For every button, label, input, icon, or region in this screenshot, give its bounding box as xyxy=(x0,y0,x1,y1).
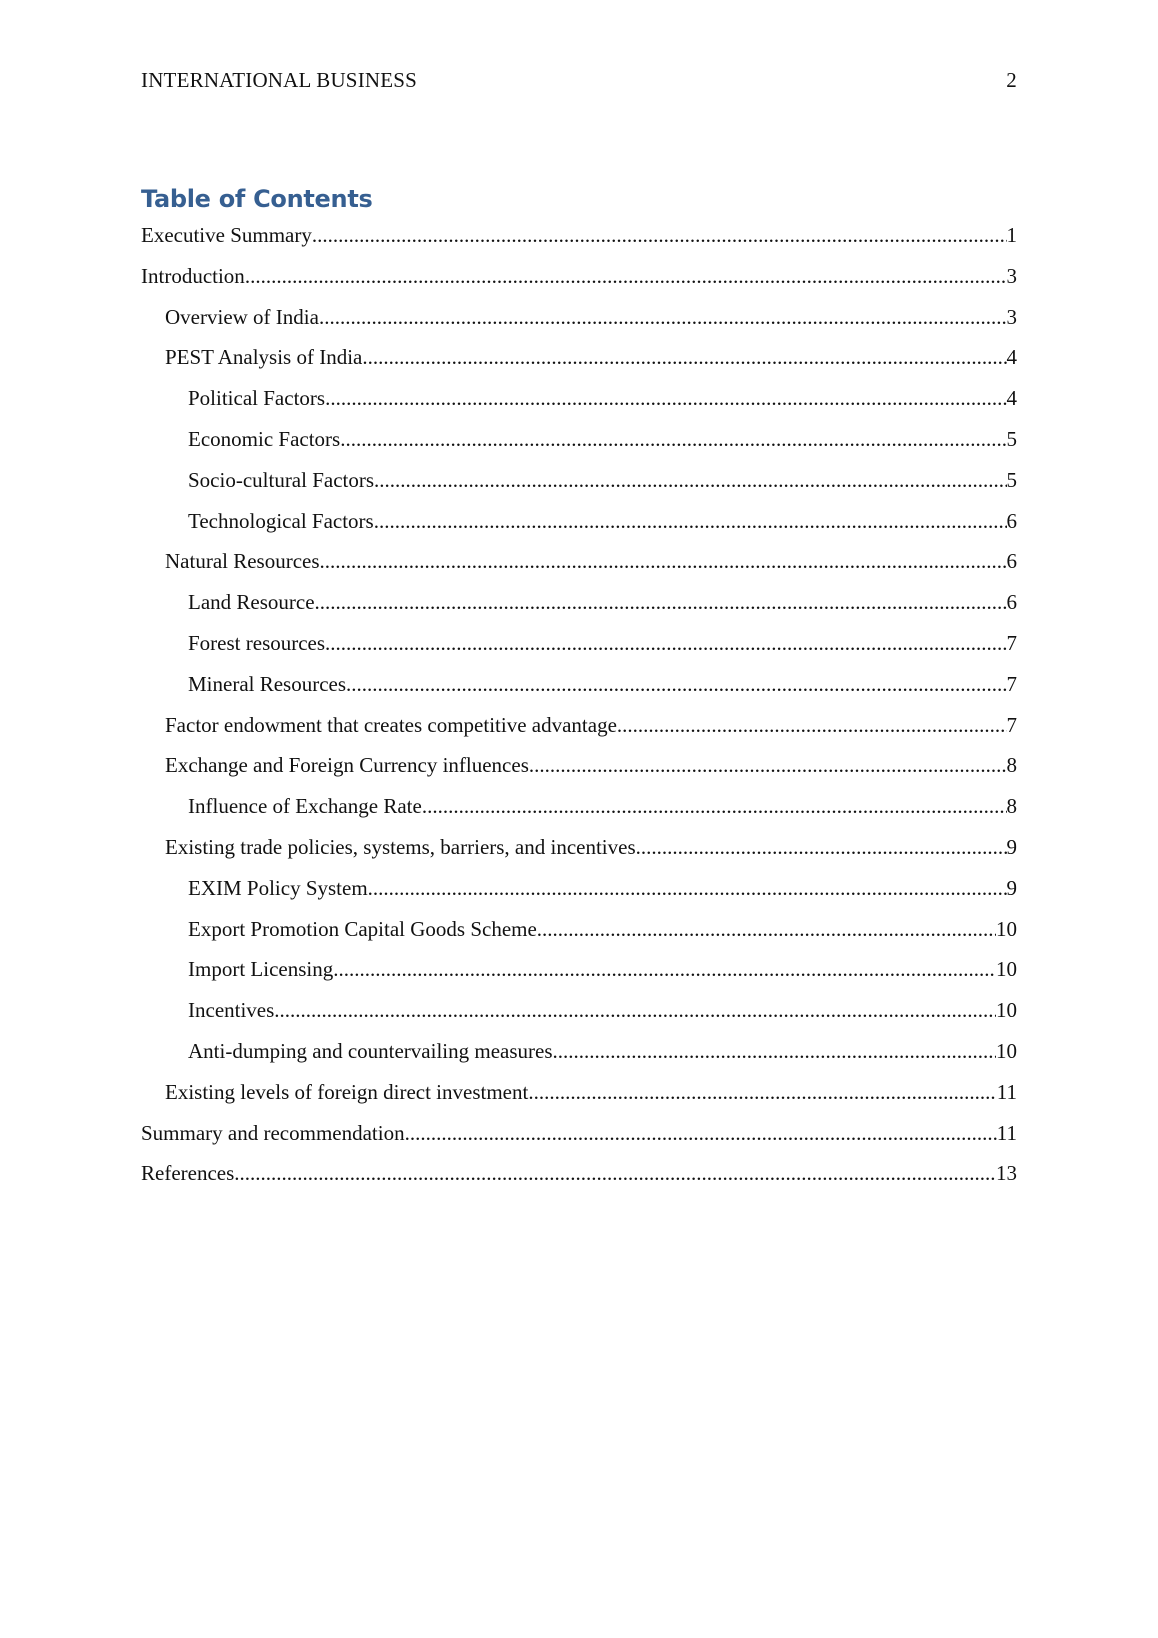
toc-entry[interactable] xyxy=(141,957,1017,998)
toc-entry-title[interactable]: Anti-dumping and countervailing measures xyxy=(188,1038,553,1063)
toc-entry-page[interactable]: 13 xyxy=(996,1161,1017,1186)
toc-entry-page[interactable]: 7 xyxy=(1006,630,1017,655)
toc-entry-page[interactable]: 5 xyxy=(1006,426,1017,451)
toc-entry-page[interactable]: 3 xyxy=(1006,263,1017,288)
toc-entry-title[interactable]: Existing levels of foreign direct investment xyxy=(165,1079,529,1104)
toc-entry[interactable] xyxy=(141,427,1017,468)
toc-entry-page[interactable]: 11 xyxy=(996,1120,1017,1145)
toc-entry[interactable] xyxy=(141,917,1017,958)
toc-dot-leader xyxy=(422,794,1007,819)
toc-dot-leader xyxy=(274,998,996,1023)
toc-entry-title[interactable]: Summary and recommendation xyxy=(141,1120,405,1145)
toc-entry-page[interactable]: 4 xyxy=(1006,386,1017,411)
toc-entry-title[interactable]: Political Factors xyxy=(188,386,326,411)
toc-entry-title[interactable]: PEST Analysis of India xyxy=(165,345,363,370)
toc-entry[interactable] xyxy=(141,794,1017,835)
toc-entry[interactable] xyxy=(141,998,1017,1039)
toc-entry-title[interactable]: Forest resources xyxy=(188,630,326,655)
toc-entry[interactable] xyxy=(141,753,1017,794)
toc-entry-title[interactable]: Natural Resources xyxy=(165,549,320,574)
toc-dot-leader xyxy=(405,1121,997,1146)
toc-entry-page[interactable]: 3 xyxy=(1006,304,1017,329)
toc-title: Table of Contents xyxy=(141,185,373,213)
page-number: 2 xyxy=(1006,68,1017,92)
toc-entry[interactable] xyxy=(141,672,1017,713)
toc-entry[interactable] xyxy=(141,631,1017,672)
toc-entry-page[interactable]: 10 xyxy=(996,1038,1017,1063)
toc-dot-leader xyxy=(374,509,1007,534)
toc-dot-leader xyxy=(529,753,1007,778)
toc-entry-page[interactable]: 11 xyxy=(996,1079,1017,1104)
toc-entry-page[interactable]: 6 xyxy=(1006,590,1017,615)
toc-entry-page[interactable]: 8 xyxy=(1006,794,1017,819)
toc-entry-title[interactable]: Export Promotion Capital Goods Scheme xyxy=(188,916,537,941)
toc-dot-leader xyxy=(320,549,1007,574)
toc-dot-leader xyxy=(234,1161,996,1186)
toc-entry-title[interactable]: Executive Summary xyxy=(141,223,312,247)
toc-entry-page[interactable]: 9 xyxy=(1006,834,1017,859)
toc-entry-title[interactable]: Introduction xyxy=(141,263,245,288)
toc-entry[interactable] xyxy=(141,590,1017,631)
toc-dot-leader xyxy=(325,386,1006,411)
toc-entry-title[interactable]: References xyxy=(141,1161,235,1186)
toc-dot-leader xyxy=(537,917,996,942)
running-title: INTERNATIONAL BUSINESS xyxy=(141,68,418,92)
toc-dot-leader xyxy=(325,631,1006,656)
toc-entry-page[interactable]: 7 xyxy=(1006,671,1017,696)
toc-entry-title[interactable]: Overview of India xyxy=(165,304,319,329)
toc-dot-leader xyxy=(617,713,1007,738)
toc-entry-title[interactable]: Technological Factors xyxy=(188,508,374,533)
toc-entry[interactable] xyxy=(141,386,1017,427)
toc-dot-leader xyxy=(245,264,1007,289)
toc-entry[interactable] xyxy=(141,264,1017,305)
toc-dot-leader xyxy=(553,1039,997,1064)
toc-entry-page[interactable]: 7 xyxy=(1006,712,1017,737)
toc-entry-title[interactable]: Economic Factors xyxy=(188,426,341,451)
toc-entry[interactable] xyxy=(141,468,1017,509)
toc-dot-leader xyxy=(312,223,1007,248)
toc-entry-page[interactable]: 9 xyxy=(1006,875,1017,900)
toc-dot-leader xyxy=(319,305,1007,330)
toc-entry-title[interactable]: Factor endowment that creates competitive advantage xyxy=(165,712,617,737)
table-of-contents xyxy=(141,223,1017,1202)
toc-entry-page[interactable]: 1 xyxy=(1006,223,1017,247)
toc-entry-page[interactable]: 4 xyxy=(1006,345,1017,370)
toc-dot-leader xyxy=(374,468,1006,493)
toc-dot-leader xyxy=(346,672,1006,697)
toc-entry[interactable] xyxy=(141,1161,1017,1202)
toc-dot-leader xyxy=(340,427,1006,452)
toc-entry-page[interactable]: 8 xyxy=(1006,753,1017,778)
toc-entry-title[interactable]: EXIM Policy System xyxy=(188,875,368,900)
toc-entry-title[interactable]: Influence of Exchange Rate xyxy=(188,794,422,819)
toc-dot-leader xyxy=(636,835,1007,860)
toc-entry[interactable] xyxy=(141,509,1017,550)
toc-entry[interactable] xyxy=(141,1039,1017,1080)
toc-entry-title[interactable]: Land Resource xyxy=(188,590,315,615)
page-header xyxy=(141,68,1017,98)
toc-entry-title[interactable]: Incentives xyxy=(188,998,275,1023)
toc-entry-page[interactable]: 5 xyxy=(1006,467,1017,492)
toc-entry[interactable] xyxy=(141,345,1017,386)
toc-entry-page[interactable]: 10 xyxy=(996,998,1017,1023)
toc-entry-title[interactable]: Exchange and Foreign Currency influences xyxy=(165,753,529,778)
toc-dot-leader xyxy=(315,590,1007,615)
toc-entry[interactable] xyxy=(141,305,1017,346)
toc-dot-leader xyxy=(368,876,1007,901)
toc-entry[interactable] xyxy=(141,835,1017,876)
toc-entry-title[interactable]: Existing trade policies, systems, barriers, and incentives xyxy=(165,834,636,859)
toc-dot-leader xyxy=(528,1080,996,1105)
toc-entry[interactable] xyxy=(141,876,1017,917)
toc-dot-leader xyxy=(362,345,1006,370)
toc-entry-title[interactable]: Mineral Resources xyxy=(188,671,347,696)
toc-entry[interactable] xyxy=(141,713,1017,754)
toc-entry[interactable] xyxy=(141,1121,1017,1162)
toc-entry-page[interactable]: 6 xyxy=(1006,549,1017,574)
toc-entry[interactable] xyxy=(141,1080,1017,1121)
toc-entry-title[interactable]: Socio-cultural Factors xyxy=(188,467,375,492)
toc-entry-page[interactable]: 10 xyxy=(996,957,1017,982)
toc-dot-leader xyxy=(333,957,996,982)
toc-entry-page[interactable]: 10 xyxy=(996,916,1017,941)
toc-entry-page[interactable]: 6 xyxy=(1006,508,1017,533)
toc-entry[interactable] xyxy=(141,223,1017,264)
toc-entry[interactable] xyxy=(141,549,1017,590)
toc-entry-title[interactable]: Import Licensing xyxy=(188,957,334,982)
